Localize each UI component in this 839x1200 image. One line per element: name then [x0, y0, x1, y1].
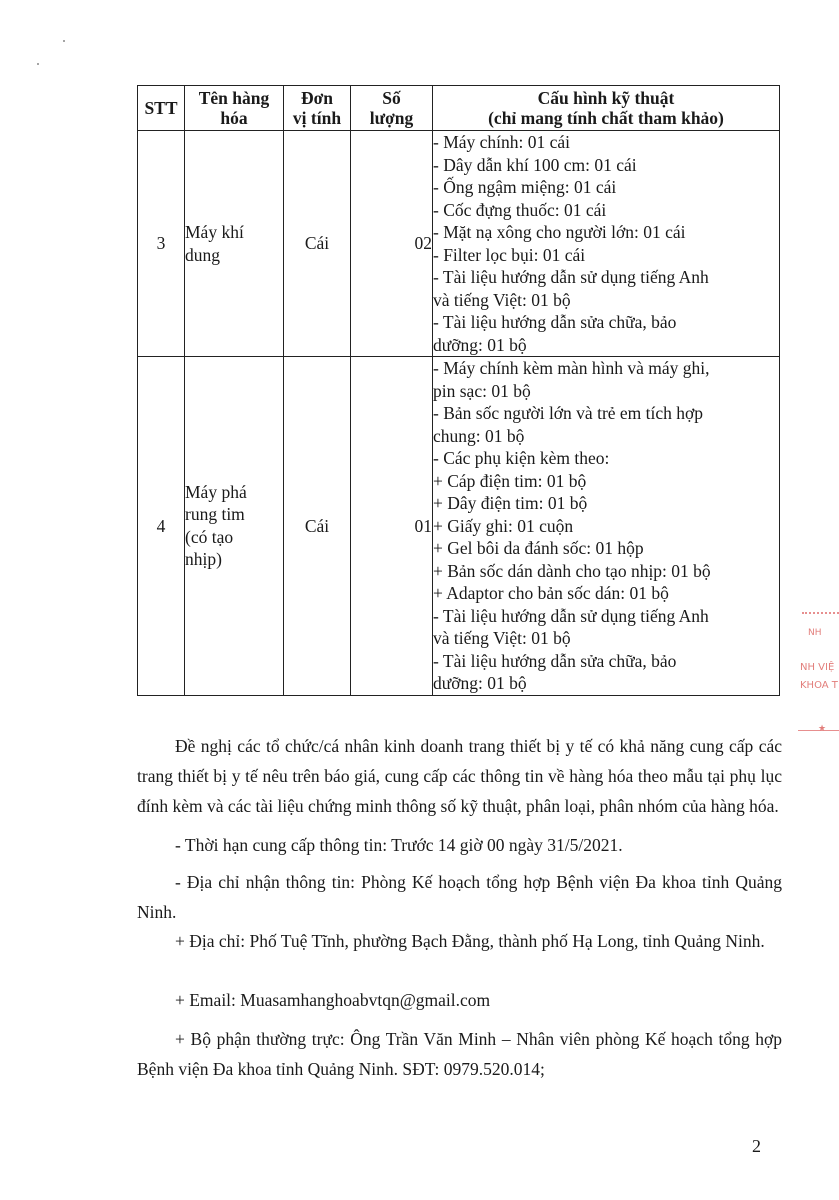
spec-line: + Bản sốc dán dành cho tạo nhịp: 01 bộ: [433, 560, 711, 581]
header-spec-line2: (chỉ mang tính chất tham khảo): [488, 108, 724, 128]
red-stamp-fragment: [790, 612, 839, 802]
star-icon: ★: [818, 724, 827, 734]
spec-line: - Cốc đựng thuốc: 01 cái: [433, 199, 607, 220]
scan-speck: [37, 63, 39, 65]
spec-line: chung: 01 bộ: [433, 425, 525, 446]
spec-line: pin sạc: 01 bộ: [433, 380, 531, 401]
paragraph-receiving-address: - Địa chỉ nhận thông tin: Phòng Kế hoạch tổng hợp Bệnh viện Đa khoa tỉnh Quảng Ninh.: [137, 872, 782, 922]
header-unit: [284, 86, 351, 131]
spec-line: và tiếng Việt: 01 bộ: [433, 628, 571, 648]
header-qty-line2: lượng: [369, 108, 414, 128]
equipment-spec-table: [137, 85, 780, 696]
spec-line: + Giấy ghi: 01 cuộn: [433, 515, 574, 536]
stamp-edge-line: [802, 612, 839, 614]
paragraph-request: Đề nghị các tổ chức/cá nhân kinh doanh trang thiết bị y tế có khả năng cung cấp các trang thiết bị y tế nêu trên báo giá, cung cấp các thông tin về hàng hóa theo mẫu tại phụ lục đính kèm và các tài liệu chứng minh thông số kỹ thuật, phân loại, phân nhóm của hàng hóa.: [137, 736, 782, 816]
cell-qty: 02: [351, 131, 433, 357]
table-row: [138, 357, 780, 696]
stamp-text: KHOA T: [800, 680, 838, 691]
header-spec: [433, 86, 780, 131]
spec-line: + Gel bôi da đánh sốc: 01 hộp: [433, 538, 644, 558]
header-unit-line2: vị tính: [292, 108, 342, 128]
spec-line: + Dây điện tim: 01 bộ: [433, 493, 588, 513]
spec-line: - Dây dẫn khí 100 cm: 01 cái: [433, 154, 637, 175]
cell-unit: Cái: [284, 131, 351, 357]
spec-line: - Tài liệu hướng dẫn sử dụng tiếng Anh: [433, 267, 709, 287]
spec-line: dưỡng: 01 bộ: [433, 673, 527, 693]
spec-line: dưỡng: 01 bộ: [433, 334, 527, 355]
cell-stt: 4: [138, 357, 185, 696]
paragraph-street-address: + Địa chỉ: Phố Tuệ Tĩnh, phường Bạch Đằng, thành phố Hạ Long, tỉnh Quảng Ninh.: [175, 931, 765, 951]
stamp-text: NH VIỆ: [800, 662, 835, 673]
spec-line: - Tài liệu hướng dẫn sử dụng tiếng Anh: [433, 605, 709, 626]
cell-name: Máy khí dung: [185, 131, 284, 357]
spec-line: và tiếng Việt: 01 bộ: [433, 289, 571, 310]
page-number: 2: [752, 1136, 761, 1156]
header-spec-line1: Cấu hình kỹ thuật: [537, 88, 675, 108]
spec-line: - Filter lọc bụi: 01 cái: [433, 244, 586, 265]
cell-spec: [433, 131, 780, 357]
cell-stt: 3: [138, 131, 185, 357]
stamp-text: NH: [808, 628, 822, 638]
spec-line: - Ống ngậm miệng: 01 cái: [433, 177, 617, 197]
spec-line: - Mặt nạ xông cho người lớn: 01 cái: [433, 222, 686, 242]
paragraph-deadline: - Thời hạn cung cấp thông tin: Trước 14 giờ 00 ngày 31/5/2021.: [175, 835, 623, 855]
cell-name: Máy phá rung tim (có tạo nhịp): [185, 357, 284, 696]
header-name-line2: hóa: [220, 108, 248, 128]
spec-line: - Máy chính: 01 cái: [433, 132, 571, 152]
spec-line: - Máy chính kèm màn hình và máy ghi,: [433, 358, 710, 378]
header-name-line1: Tên hàng: [198, 88, 270, 108]
header-stt: STT: [138, 86, 185, 131]
scan-speck: [63, 40, 65, 42]
spec-line: - Bản sốc người lớn và trẻ em tích hợp: [433, 403, 704, 423]
spec-line: - Tài liệu hướng dẫn sửa chữa, bảo: [433, 650, 677, 671]
header-name: [185, 86, 284, 131]
header-qty-line1: Số: [382, 88, 401, 108]
spec-line: - Các phụ kiện kèm theo:: [433, 448, 610, 468]
cell-spec: [433, 357, 780, 696]
cell-unit: Cái: [284, 357, 351, 696]
header-qty: [351, 86, 433, 131]
cell-qty: 01: [351, 357, 433, 696]
paragraph-contact-person: + Bộ phận thường trực: Ông Trần Văn Minh – Nhân viên phòng Kế hoạch tổng hợp Bệnh viện Đa khoa tỉnh Quảng Ninh. SĐT: 0979.520.014;: [137, 1029, 782, 1079]
table-row: [138, 131, 780, 357]
paragraph-email: + Email: Muasamhanghoabvtqn@gmail.com: [175, 990, 491, 1010]
header-unit-line1: Đơn: [300, 88, 334, 108]
table-header-row: [138, 86, 780, 131]
spec-line: + Adaptor cho bản sốc dán: 01 bộ: [433, 583, 669, 603]
spec-line: + Cáp điện tim: 01 bộ: [433, 470, 587, 491]
spec-line: - Tài liệu hướng dẫn sửa chữa, bảo: [433, 312, 677, 332]
